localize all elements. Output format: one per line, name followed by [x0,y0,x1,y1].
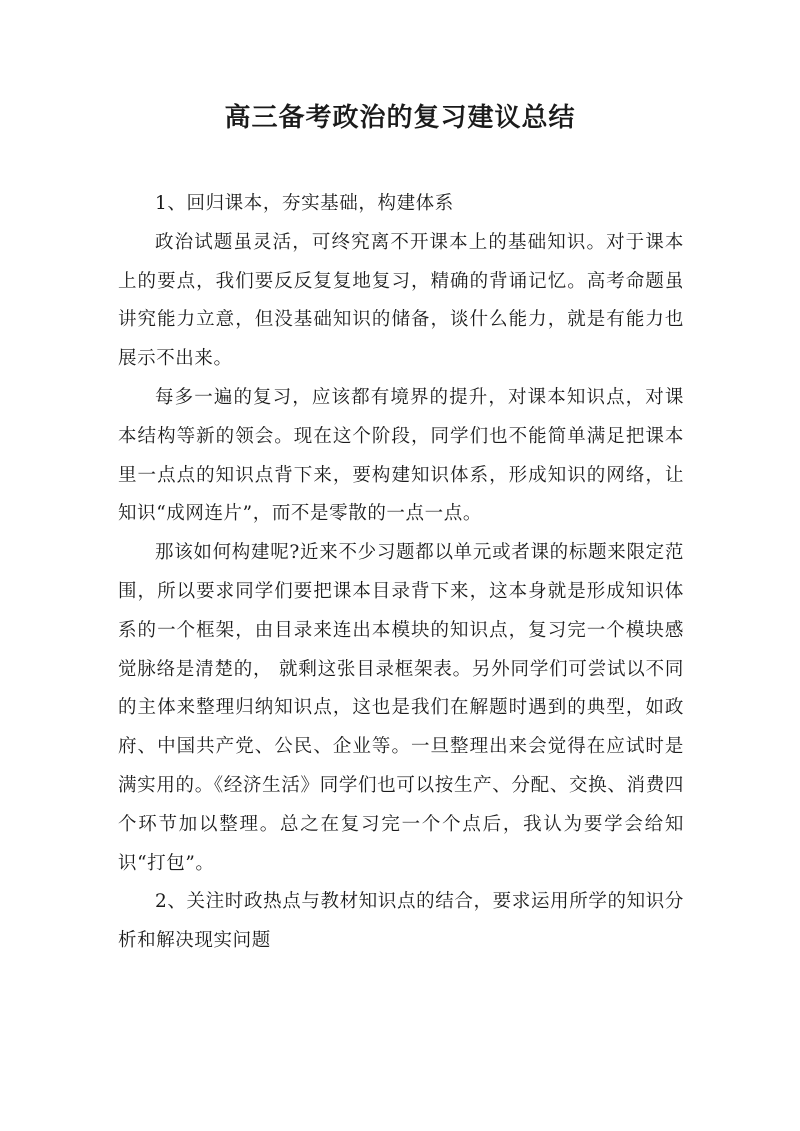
document-body [118,185,684,961]
document-title: 高三备考政治的复习建议总结 [224,103,576,133]
paragraph-build-system: 那该如何构建呢?近来不少习题都以单元或者课的标题来限定范围，所以要求同学们要把课本目录背下来，这本身就是形成知识体系的一个框架，由目录来连出本模块的知识点，复习完一个模块感觉脉络是清楚的， 就剩这张目录框架表。另外同学们可尝试以不同的主体来整理归纳知识点，这也是我们在解题时遇到的典型，如政府、中国共产党、公民、企业等。一旦整理出来会觉得在应试时是满实用的。《经济生活》同学们也可以按生产、分配、交换、消费四个环节加以整理。总之在复习完一个个点后，我认为要学会给知识“打包”。 [118,542,684,874]
paragraph-review-levels: 每多一遍的复习，应该都有境界的提升，对课本知识点，对课本结构等新的领会。现在这个阶段，同学们也不能简单满足把课本里一点点的知识点背下来，要构建知识体系，形成知识的网络，让知识“成网连片”，而不是零散的一点一点。 [118,386,684,525]
paragraph-section-2-heading: 2、关注时政热点与教材知识点的结合，要求运用所学的知识分析和解决现实问题 [118,891,684,952]
paragraph-basics: 政治试题虽灵活，可终究离不开课本上的基础知识。对于课本上的要点，我们要反反复复地复习，精确的背诵记忆。高考命题虽讲究能力立意，但没基础知识的储备，谈什么能力，就是有能力也展示不出来。 [118,231,684,370]
paragraph-section-1-heading: 1、回归课本，夯实基础，构建体系 [155,193,454,214]
